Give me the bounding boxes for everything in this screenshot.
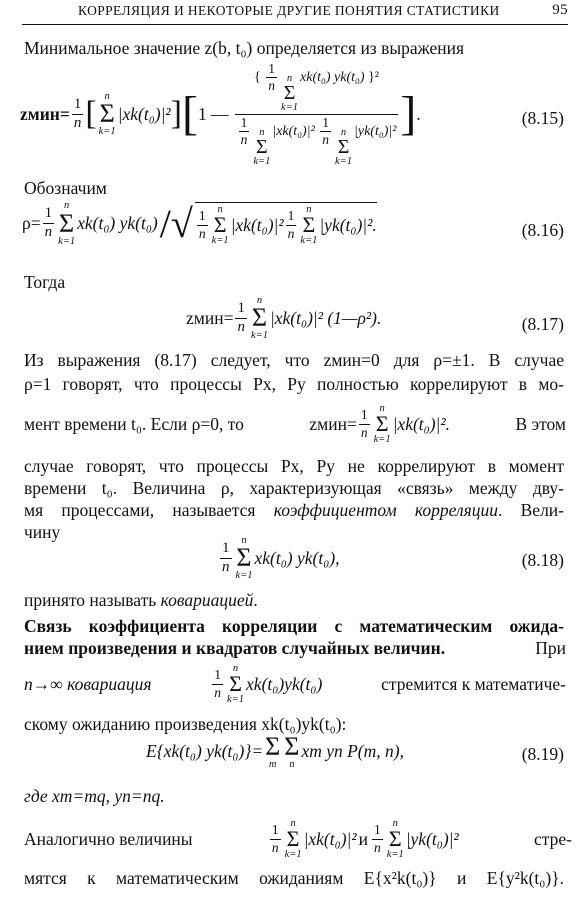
inline-formula: zмин= $\frac{1}{n}$ n Σ k=1 |xk(t₀)|². <box>309 402 450 445</box>
inline-formula: $\frac{1}{n}$ n Σ k=1 xk(t₀) yk(t₀) <box>214 662 323 705</box>
running-head: КОРРЕЛЯЦИЯ И НЕКОТОРЫЕ ДРУГИЕ ПОНЯТИЯ СТАТИСТИКИ <box>78 3 500 18</box>
equation-number-8-16: (8.16) <box>521 220 564 240</box>
main-fraction: { $\frac{1}{n}$ n Σ k=1 xk(t₀) yk(t₀) }² $\frac{1}{n}$ n Σ k=1 |xk(t₀)|² $\frac{1}{n}$ n Σ k=1 |yk(t₀)|² <box>235 62 399 167</box>
equation-8-17: zмин= $\frac{1}{n}$ n Σ k=1 |xk(t₀)|² (1—ρ²). <box>186 295 382 342</box>
bracket-close: ] <box>170 95 182 133</box>
equation-8-16: ρ= $\frac{1}{n}$ n Σ k=1 xk(t₀) yk(t₀) /√ $\frac{1}{n}$ n Σ k=1 |xk(t₀)|² $\frac{1}{n}$ n Σ k=1 |yk(t₀)|². <box>22 200 377 247</box>
equation-8-19: E{xk(t₀) yk(t₀)}= Σ m Σ n xm yn P(m, n), <box>146 732 404 770</box>
bracket-open: [ <box>85 95 97 133</box>
equation-number-8-15: (8.15) <box>521 108 564 128</box>
paragraph-line: времени t₀. Величина ρ, характеризующая «связь» между дву- <box>24 478 564 498</box>
paragraph-line: Из выражения (8.17) следует, что zмин=0 для ρ=±1. В случае <box>24 350 564 370</box>
paragraph-line: случае говорят, что процессы Px, Py не коррелируют в момент <box>24 456 564 476</box>
radicand: $\frac{1}{n}$ n Σ k=1 |xk(t₀)|² $\frac{1}{n}$ n Σ k=1 |yk(t₀)|². <box>195 202 377 246</box>
paragraph-denote: Обозначим <box>24 178 107 198</box>
paragraph-then: Тогда <box>24 272 66 292</box>
inline-formula: $\frac{1}{n}$ n Σ k=1 |xk(t₀)|² и $\frac{1}{n}$ n Σ k=1 |yk(t₀)|² <box>271 817 459 860</box>
paragraph-line: скому ожиданию произведения xk(t₀)yk(t₀): <box>24 714 347 734</box>
page-header <box>22 0 568 25</box>
equation-number-8-19: (8.19) <box>521 744 564 764</box>
section-heading-continued: нием произведения и квадратов случайных величин. При <box>24 638 566 658</box>
paragraph-line-with-formula: мент времени t₀. Если ρ=0, то zмин= $\frac{1}{n}$ n Σ k=1 |xk(t₀)|². В этом <box>24 402 566 445</box>
equation-number-8-18: (8.18) <box>521 550 564 570</box>
paragraph-line-def: мя процессами, называется коэффициентом корреляции. Вели- <box>24 500 565 520</box>
eq-lhs: zмин= <box>20 103 70 124</box>
fraction: $\frac{1}{n}$ <box>73 96 82 131</box>
equation-8-18: $\frac{1}{n}$ n Σ k=1 xk(t₀) yk(t₀), <box>222 535 340 582</box>
paragraph-where: где xm=mq, yn=nq. <box>24 786 165 806</box>
term-covariance: ковариацией <box>160 590 254 610</box>
paragraph-line: ρ=1 говорят, что процессы Px, Py полностью коррелируют в мо- <box>24 374 564 394</box>
paragraph-intro: Минимальное значение z(b, t₀) определяется из выражения <box>24 38 465 58</box>
radical-sign: /√ <box>159 201 193 246</box>
paragraph-line: чину <box>24 522 61 542</box>
paragraph-line-with-formula: Аналогично величины $\frac{1}{n}$ n Σ k=1 |xk(t₀)|² и $\frac{1}{n}$ n Σ k=1 |yk(t₀)|² стре- <box>24 817 572 860</box>
term-correlation-coefficient: коэффициентом корреляции <box>273 500 499 520</box>
paragraph-line-with-formula: n→∞ ковариация $\frac{1}{n}$ n Σ k=1 xk(t₀) yk(t₀) стремится к математиче- <box>24 662 566 705</box>
summation: n Σ k=1 <box>98 90 116 138</box>
paragraph-line: мятся к математическим ожиданиям E{x²k(t₀)} и E{y²k(t₀)}. <box>24 868 564 888</box>
equation-8-15: zмин= $\frac{1}{n}$ [ n Σ k=1 |xk(t₀)|² ] [ 1 — { $\frac{1}{n}$ n Σ k=1 xk(t₀) yk(t₀) }² $\frac{1}{n}$ n Σ k=1 |xk(t₀)|² $\frac{1}{n}$ n Σ k=1 |yk(t₀)|² ] . <box>20 61 421 168</box>
section-heading: Связь коэффициента корреляции с математическим ожида- <box>24 616 564 636</box>
equation-number-8-17: (8.17) <box>521 314 564 334</box>
paragraph-covariance: принято называть ковариацией. <box>24 590 258 610</box>
page-number: 95 <box>552 2 568 18</box>
